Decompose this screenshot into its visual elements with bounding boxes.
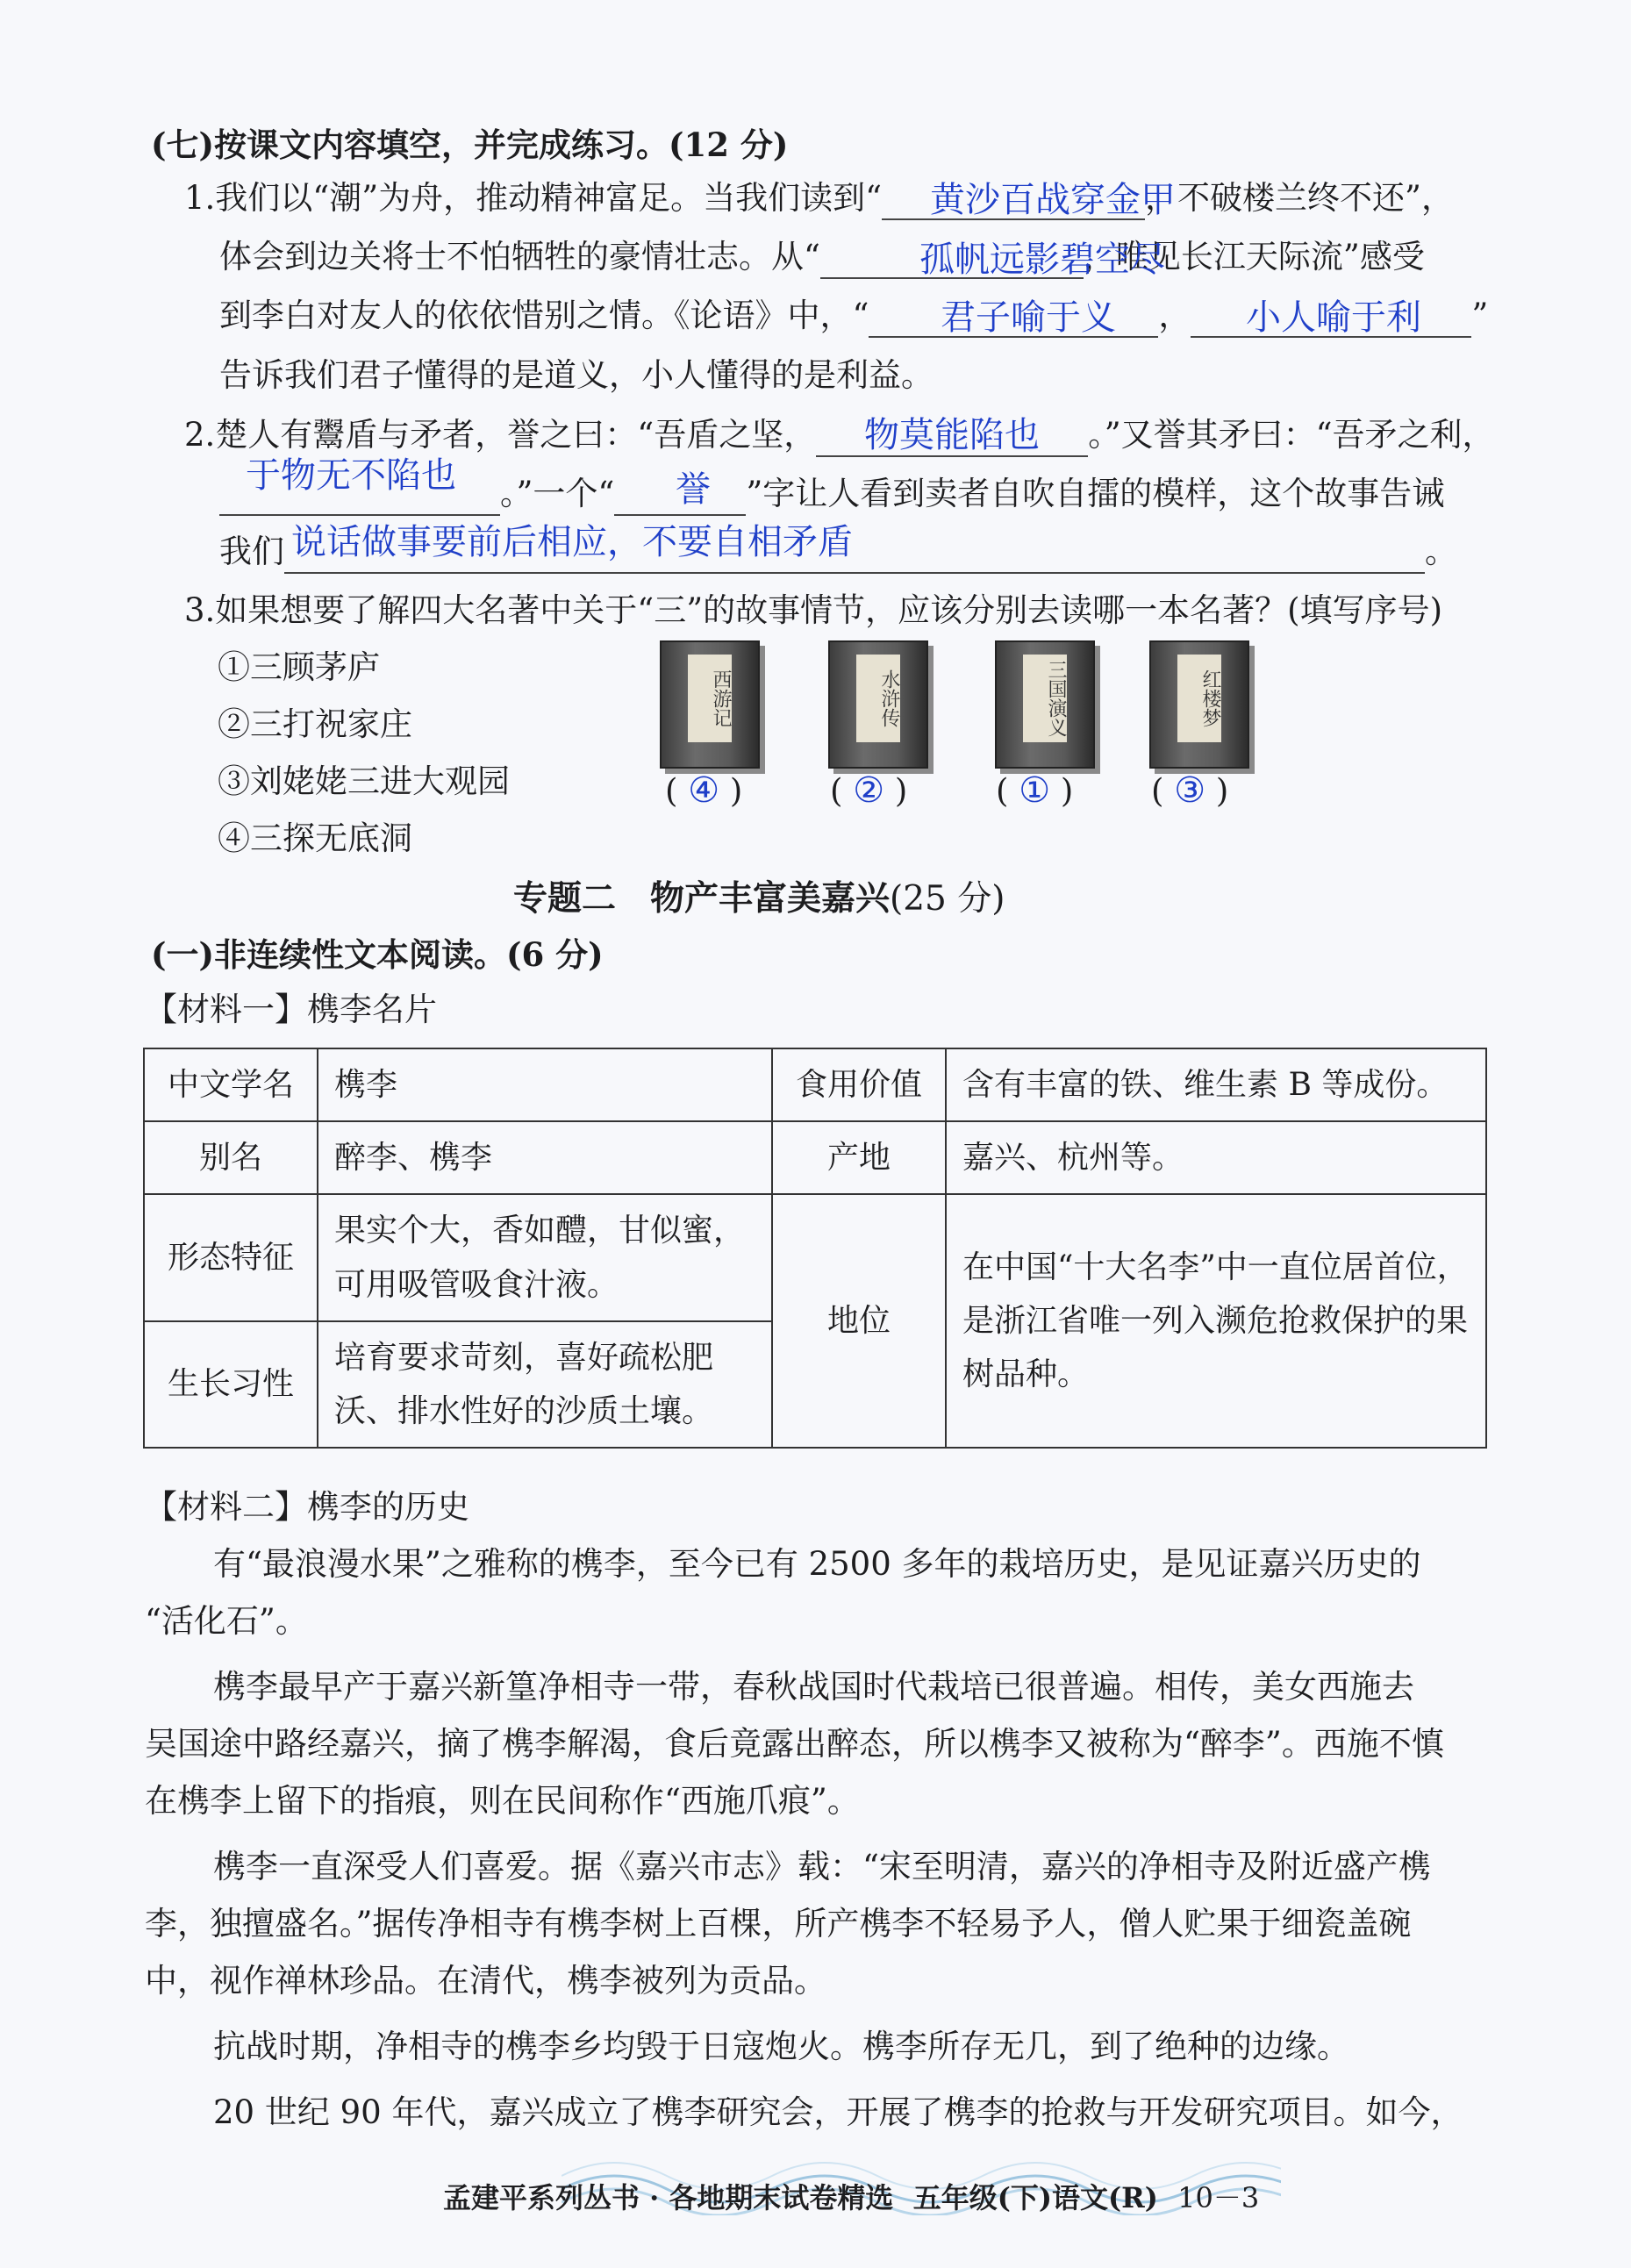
q3-option-2: ②三打祝家庄 [218,705,412,743]
table-cell: 产地 [772,1121,946,1194]
material1-title: 【材料一】槜李名片 [145,991,437,1028]
paragraph-line: 槜李一直深受人们喜爱。据《嘉兴市志》载：“宋至明清，嘉兴的净相寺及附近盛产槜 [213,1848,1431,1885]
q3-option-1: ①三顾茅庐 [218,648,380,686]
q2-answer-2: 于物无不陷也 [246,455,456,496]
q1-answer-1: 黄沙百战穿金甲 [930,180,1176,220]
table-cell: 在中国“十大名李”中一直位居首位，是浙江省唯一列入濒危抢救保护的果树品种。 [946,1194,1486,1448]
q2-answer-4: 说话做事要前后相应，不要自相矛盾 [291,522,853,562]
book-answer-2: ( ② ) [830,770,908,811]
q2-line2: 。”一个“ ”字让人看到卖者自吹自擂的模样，这个故事告诫 [219,474,1444,516]
paragraph-line: 20 世纪 90 年代，嘉兴成立了槜李研究会，开展了槜李的抢救与开发研究项目。如今， [213,2093,1463,2131]
footer-grade: 五年级(下)语文(R) [912,2181,1158,2214]
book-cover-xiyouji [660,640,760,769]
table-cell: 醉李、槜李 [318,1121,772,1194]
section-title: (七)按课文内容填空，并完成练习。(12 分) [151,125,789,164]
book-cover-shuihuzhuan [828,640,928,769]
paragraph-line: 在槜李上留下的指痕，则在民间称作“西施爪痕”。 [145,1782,860,1820]
table-cell: 别名 [144,1121,318,1194]
book-cover-sanguo [995,640,1095,769]
table-row [144,1121,1486,1194]
q2-answer-3: 誉 [676,469,711,510]
q1-line2: 体会到边关将士不怕牺牲的豪情壮志。从“ ，唯见长江天际流”感受 [219,237,1425,279]
paragraph-line: 中，视作禅林珍品。在清代，槜李被列为贡品。 [145,1962,826,2000]
table-cell: 形态特征 [144,1194,318,1320]
book-answer-3: ( ① ) [996,770,1074,811]
page-number: 10－3 [1177,2181,1260,2214]
book-title: 西游记 [688,655,732,742]
table-cell: 果实个大，香如醴，甘似蜜，可用吸管吸食汁液。 [318,1194,772,1320]
q1-answer-2: 孤帆远影碧空尽 [919,240,1165,280]
q1-line1: 1.我们以“潮”为舟，推动精神富足。当我们读到“ ，不破楼兰终不还”， [184,178,1454,220]
paragraph-line: 吴国途中路经嘉兴，摘了槜李解渴，食后竟露出醉态，所以槜李又被称为“醉李”。西施不慎 [145,1725,1444,1763]
q3-option-3: ③刘姥姥三进大观园 [218,762,510,800]
paragraph-line: 槜李最早产于嘉兴新篁净相寺一带，春秋战国时代栽培已很普遍。相传，美女西施去 [213,1668,1414,1706]
paragraph-line: 有“最浪漫水果”之雅称的槜李，至今已有 2500 多年的栽培历史，是见证嘉兴历史的 [213,1545,1421,1583]
q3-stem: 3.如果想要了解四大名著中关于“三”的故事情节，应该分别去读哪一本名著？(填写序号) [184,591,1443,629]
footer [443,2176,1259,2216]
table-row [144,1194,1486,1320]
book-answer-4: ( ③ ) [1151,770,1229,811]
q1-line3: 到李白对友人的依依惜别之情。《论语》中，“ ， ” [219,296,1488,338]
table-cell: 生长习性 [144,1321,318,1448]
table-cell: 含有丰富的铁、维生素 B 等成份。 [946,1048,1486,1121]
table-cell: 嘉兴、杭州等。 [946,1121,1486,1194]
q2-answer-1: 物莫能陷也 [864,415,1040,455]
book-title: 三国演义 [1023,655,1067,742]
paragraph-line: “活化石”。 [145,1602,308,1640]
table-cell: 中文学名 [144,1048,318,1121]
paragraph-line: 抗战时期，净相寺的槜李乡均毁于日寇炮火。槜李所存无几，到了绝种的边缘。 [213,2028,1349,2065]
q1-answer-3: 君子喻于义 [941,297,1116,338]
table-cell: 培育要求苛刻，喜好疏松肥沃、排水性好的沙质土壤。 [318,1321,772,1448]
q2-line3: 我们 。 [219,532,1457,574]
part1-title: (一)非连续性文本阅读。(6 分) [151,935,604,974]
paragraph-line: 李，独擅盛名。”据传净相寺有槜李树上百棵，所产槜李不轻易予人，僧人贮果于细瓷盖碗 [145,1905,1412,1942]
table-cell: 地位 [772,1194,946,1448]
q1-answer-4: 小人喻于利 [1246,297,1421,338]
book-title: 水浒传 [856,655,900,742]
q2-line1: 2.楚人有鬻盾与矛者，誉之曰：“吾盾之坚， 。”又誉其矛曰：“吾矛之利， [184,415,1495,457]
book-cover-hongloumeng [1149,640,1249,769]
q1-line4: 告诉我们君子懂得的是道义，小人懂得的是利益。 [219,356,934,394]
material2-title: 【材料二】槜李的历史 [145,1488,469,1526]
table-row [144,1048,1486,1121]
topic-title: 专题二 物产丰富美嘉兴(25 分) [513,878,1005,919]
table-cell: 槜李 [318,1048,772,1121]
table-cell: 食用价值 [772,1048,946,1121]
fruit-info-table [143,1048,1487,1449]
book-title: 红楼梦 [1177,655,1221,742]
book-answer-1: ( ④ ) [665,770,743,811]
footer-series: 孟建平系列丛书 · 各地期末试卷精选 [443,2181,894,2214]
q3-option-4: ④三探无底洞 [218,819,412,857]
